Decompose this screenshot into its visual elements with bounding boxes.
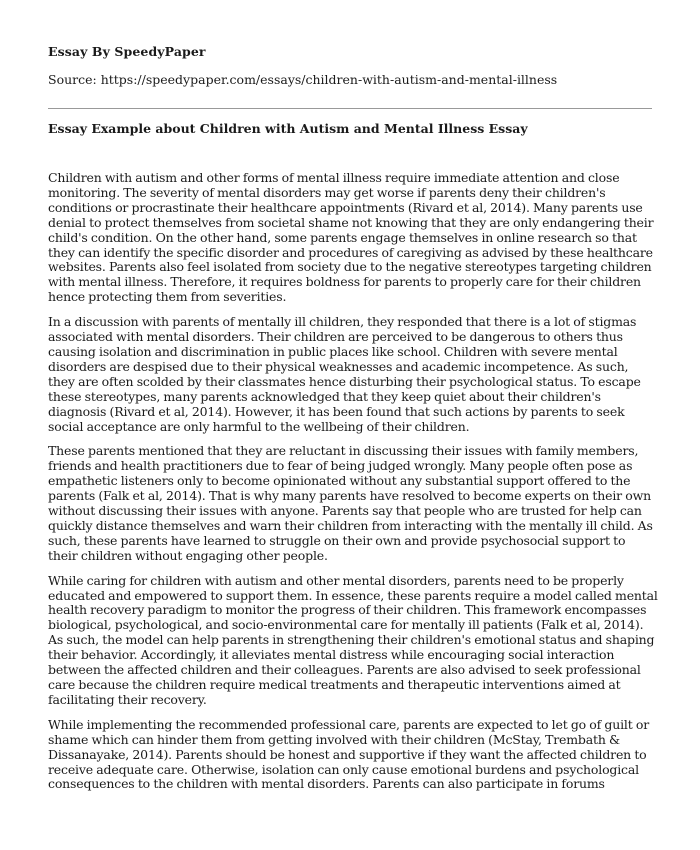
- essay-body: [48, 171, 658, 802]
- source-line: Source: https://speedypaper.com/essays/children-with-autism-and-mental-illness: [48, 72, 558, 87]
- document-brand: Essay By SpeedyPaper: [48, 44, 206, 59]
- essay-title: Essay Example about Children with Autism and Mental Illness Essay: [48, 121, 528, 136]
- paragraph-4: While caring for children with autism and other mental disorders, parents need to be properly educated and empowered to support them. In essence, these parents require a model called mental health recovery paradigm to monitor the progress of their children. This framework encompasses biological, psychological, and socio-environmental care for mentally ill patients (Falk et al, 2014). As such, the model can help parents in strengthening their children's emotional status and shaping their behavior. Accordingly, it alleviates mental distress while encouraging social interaction between the affected children and their colleagues. Parents are also advised to seek professional care because the children require medical treatments and therapeutic interventions aimed at facilitating their recovery.: [48, 572, 658, 707]
- paragraph-3: These parents mentioned that they are reluctant in discussing their issues with family members, friends and health practitioners due to fear of being judged wrongly. Many people often pose as empathetic listeners only to become opinionated without any substantial support offered to the parents (Falk et al, 2014). That is why many parents have resolved to become experts on their own without discussing their issues with anyone. Parents say that people who are trusted for help can quickly distance themselves and warn their children from interacting with the mentally ill child. As such, these parents have learned to struggle on their own and provide psychosocial support to their children without engaging other people.: [48, 443, 653, 563]
- paragraph-2: In a discussion with parents of mentally ill children, they responded that there is a lot of stigmas associated with mental disorders. Their children are perceived to be dangerous to others thus causing isolation and discrimination in public places like school. Children with severe mental disorders are despised due to their physical weaknesses and academic incompetence. As such, they are often scolded by their classmates hence disturbing their psychological status. To escape these stereotypes, many parents acknowledged that they keep quiet about their children's diagnosis (Rivard et al, 2014). However, it has been found that such actions by parents to seek social acceptance are only harmful to the wellbeing of their children.: [48, 314, 641, 434]
- paragraph-1: Children with autism and other forms of mental illness require immediate attention and close monitoring. The severity of mental disorders may get worse if parents deny their children's conditions or procrastinate their healthcare appointments (Rivard et al, 2014). Many parents use denial to protect themselves from societal shame not knowing that they are only endangering their child's condition. On the other hand, some parents engage themselves in online research so that they can identify the specific disorder and procedures of caregiving as advised by these healthcare websites. Parents also feel isolated from society due to the negative stereotypes targeting children with mental illness. Therefore, it requires boldness for parents to properly care for their children hence protecting them from severities.: [48, 170, 654, 305]
- paragraph-5: While implementing the recommended professional care, parents are expected to let go of guilt or shame which can hinder them from getting involved with their children (McStay, Trembath & Dissanayake, 2014). Parents should be honest and supportive if they want the affected children to receive adequate care. Otherwise, isolation can only cause emotional burdens and psychological consequences to the children with mental disorders. Parents can also participate in forums: [48, 716, 649, 792]
- header-divider: [48, 108, 652, 109]
